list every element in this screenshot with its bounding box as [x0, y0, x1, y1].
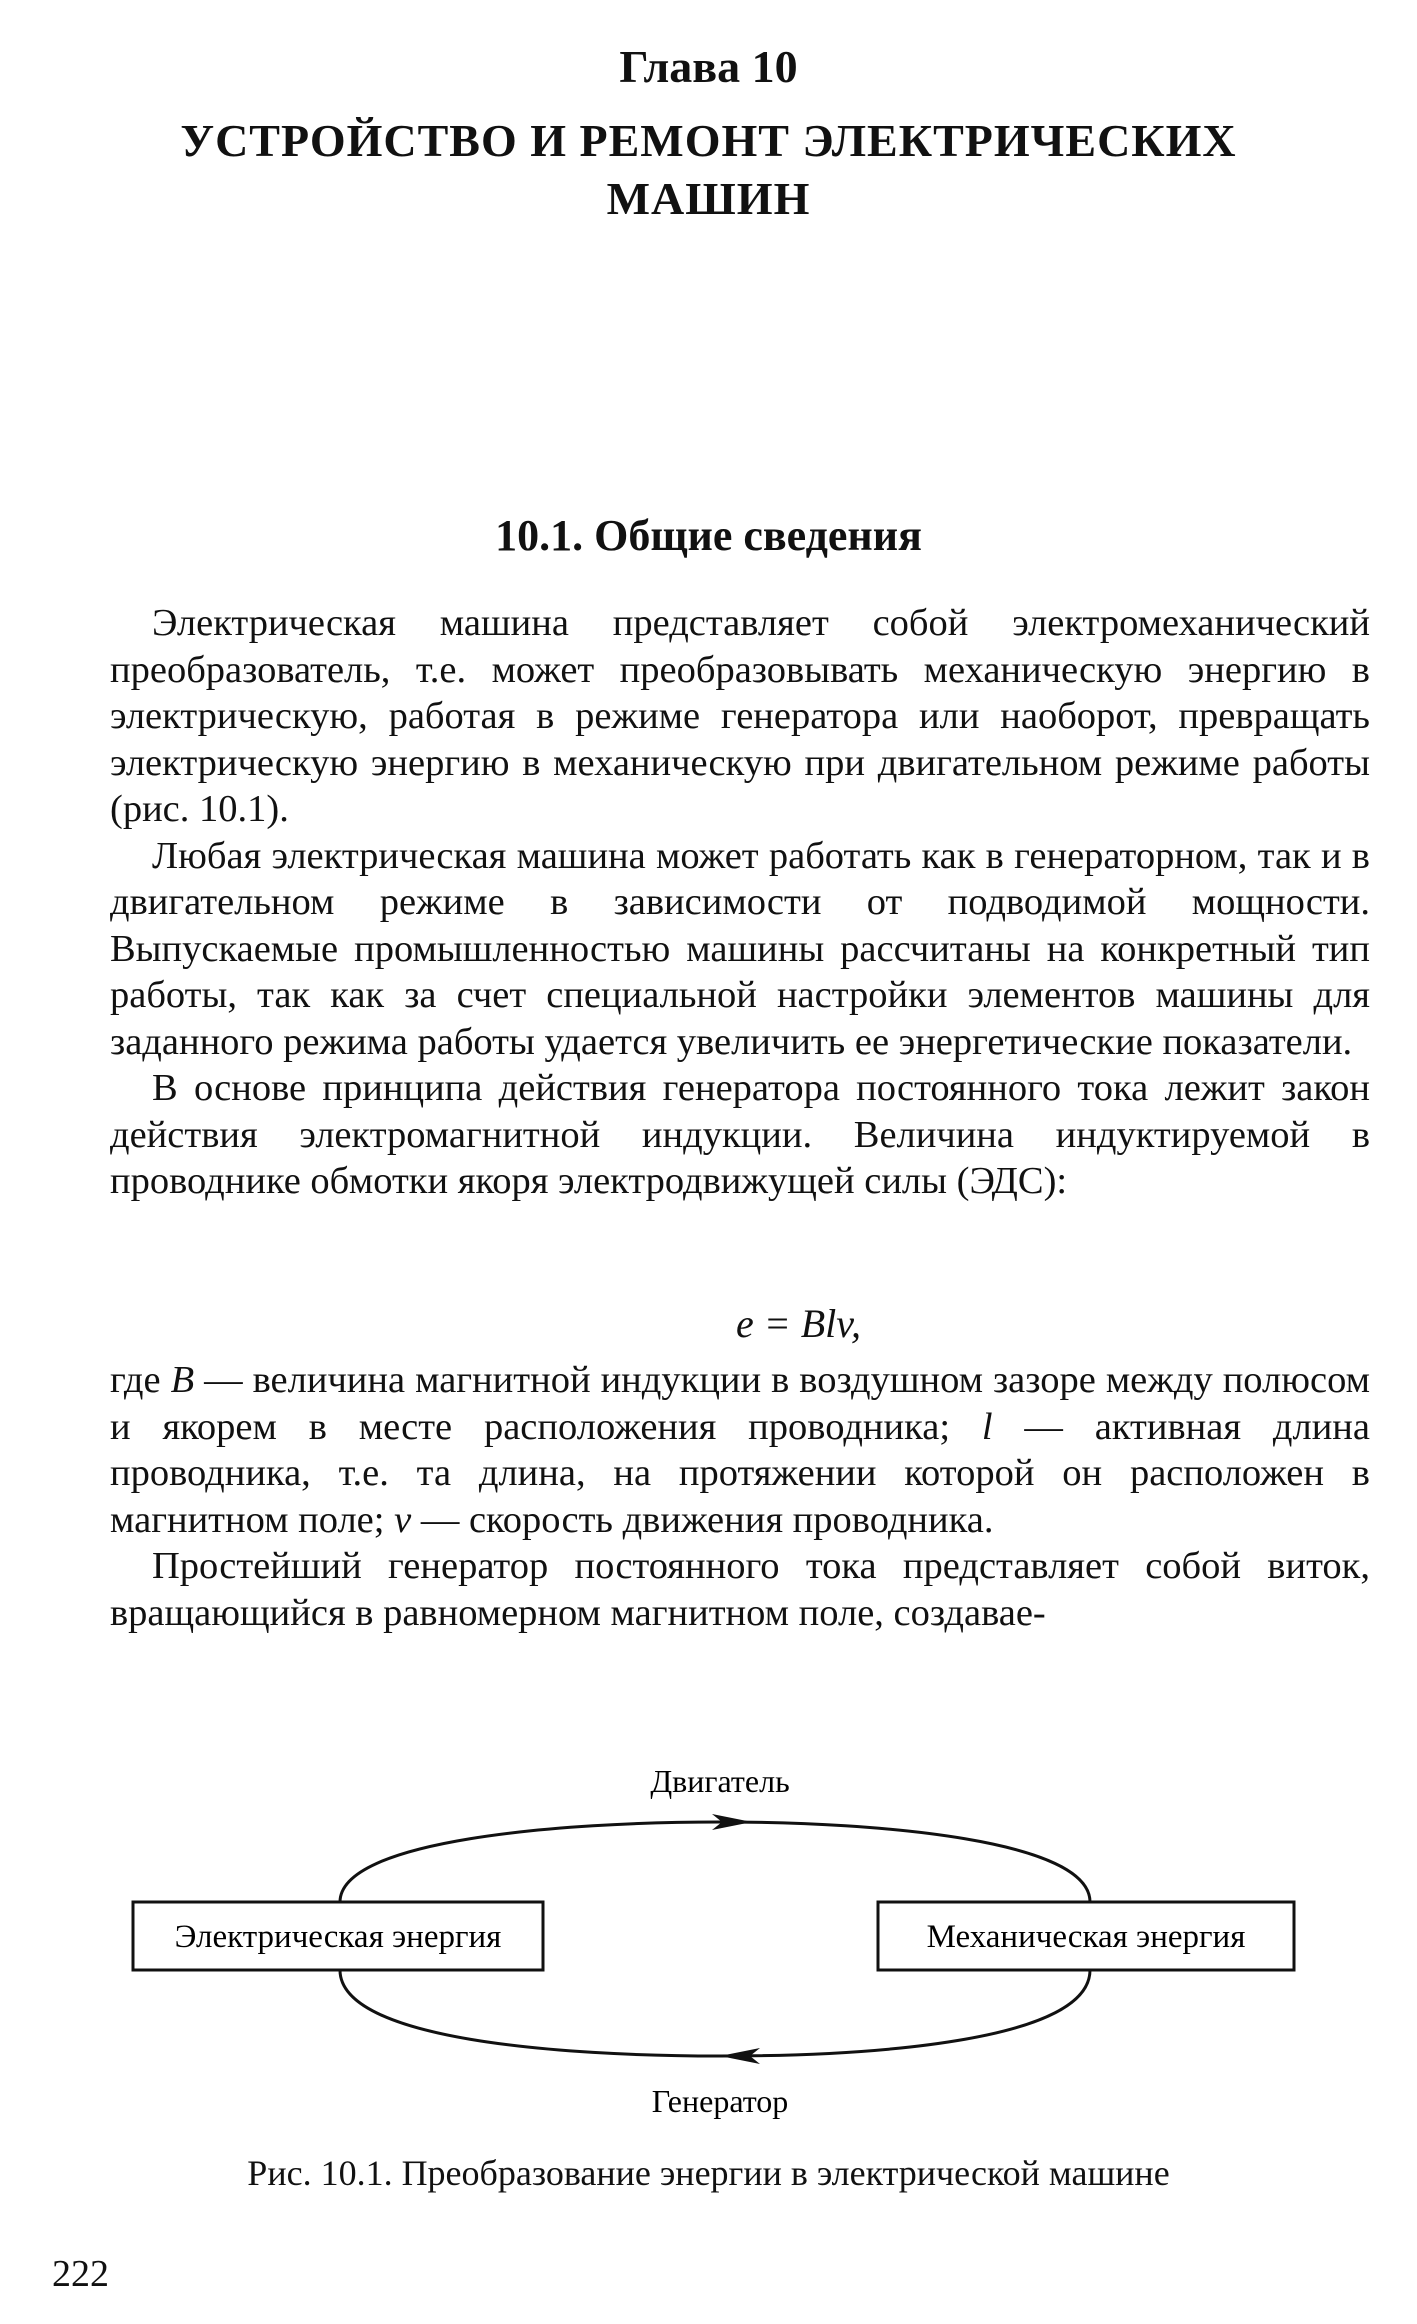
last-paragraph: Простейший генератор постоянного тока представляет собой виток, вращающийся в равномерном магнитном поле, создавае- — [110, 1545, 1370, 1634]
figure-caption: Рис. 10.1. Преобразование энергии в электрической машине — [247, 2153, 1170, 2193]
symbol-b: B — [170, 1359, 195, 1401]
paragraph-2: Любая электрическая машина может работать как в генераторном, так и в двигательном режиме в зависимости от подводимой мощности. Выпускаемые промышленностью машины рассчитаны на конкретный тип работы, так как за счет специальной настройки элементов машины для заданного режима работы удается увеличить ее энергетические показатели. — [110, 834, 1370, 1063]
paragraph-1: Электрическая машина представляет собой электромеханический преобразователь, т.е. может преобразовывать механическую энергию в электрическую, работая в режиме генератора или наоборот, превращать электрическую энергию в механическую при двигательном режиме работы (рис. 10.1). — [110, 602, 1370, 830]
motor-arc — [340, 1822, 1090, 1902]
paragraph-3: В основе принципа действия генератора постоянного тока лежит закон действия электромагнитной индукции. Величина индуктируемой в проводнике обмотки якоря электродвижущей силы (ЭДС): — [110, 1067, 1370, 1202]
symbol-l: l — [981, 1405, 993, 1448]
body-text-upper — [110, 600, 1370, 1205]
where-text-3: — скорость движения проводника. — [411, 1498, 994, 1541]
generator-arc — [340, 1970, 1090, 2056]
where-text-1: — величина магнитной индукции в воздушном зазоре между полюсом и якорем в месте расположения проводника; — [110, 1359, 1370, 1448]
electric-energy-label: Электрическая энергия — [174, 1919, 502, 1955]
generator-label: Генератор — [651, 2083, 789, 2119]
motor-label: Двигатель — [650, 1763, 790, 1799]
mechanical-energy-label: Механическая энергия — [926, 1919, 1246, 1955]
where-text-2: — активная длина проводника, т.е. та длина, на протяжении которой он расположен в магнитном поле; — [110, 1405, 1371, 1541]
body-text-lower — [110, 1357, 1370, 1636]
where-paragraph — [110, 1357, 1370, 1543]
page-number: 222 — [52, 2253, 109, 2295]
chapter-title: УСТРОЙСТВО И РЕМОНТ ЭЛЕКТРИЧЕСКИХ МАШИН — [180, 115, 1237, 224]
section-title: 10.1. Общие сведения — [495, 511, 922, 560]
symbol-v: v — [394, 1498, 412, 1541]
figure-energy-conversion — [0, 1740, 1417, 2180]
formula-emf — [0, 1300, 1417, 1347]
chapter-label: Глава 10 — [619, 41, 798, 92]
formula-text: e = Blv, — [735, 1301, 862, 1346]
where-prefix: где — [110, 1359, 171, 1401]
energy-conversion-diagram — [0, 1740, 1417, 2180]
